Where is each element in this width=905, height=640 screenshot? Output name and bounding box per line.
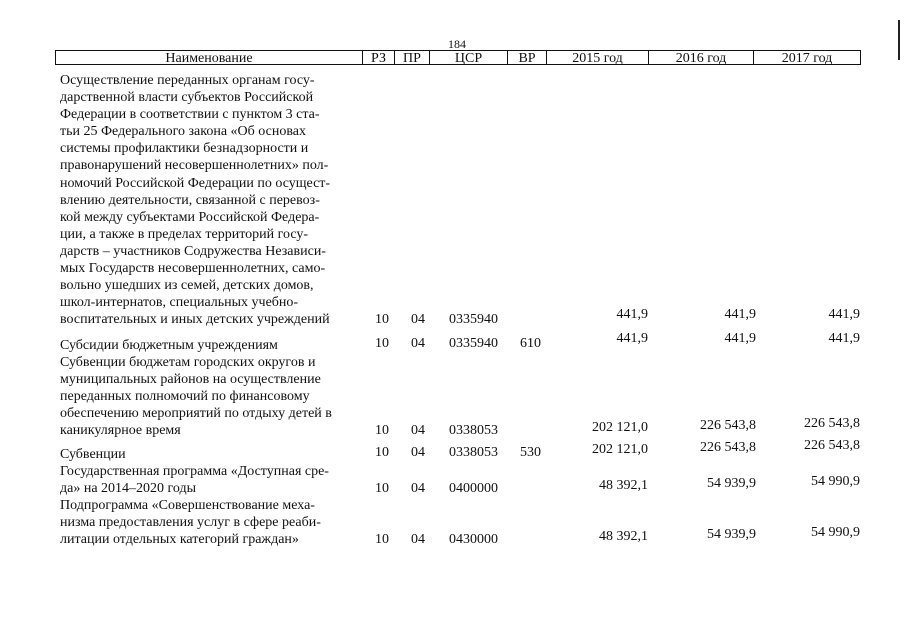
name-line: дарств – участников Содружества Независи- (60, 243, 326, 259)
cell-2016: 54 939,9 (707, 476, 756, 491)
cell-2016: 54 939,9 (707, 527, 756, 542)
row-name (60, 446, 362, 463)
cell-rz: 10 (375, 532, 389, 547)
cell-2015: 441,9 (616, 331, 648, 346)
header-name: Наименование (55, 50, 363, 65)
name-line: системы профилактики безнадзорности и (60, 141, 309, 157)
name-line: кой между субъектами Российской Федера- (60, 209, 320, 225)
cell-pr: 04 (411, 481, 425, 496)
cell-vr: 610 (520, 336, 541, 351)
name-line: Субсидии бюджетным учреждениям (60, 338, 278, 353)
cell-rz: 10 (375, 423, 389, 438)
header-2017: 2017 год (753, 50, 861, 65)
row-name (60, 354, 362, 439)
row-name (60, 463, 362, 497)
cell-2015: 441,9 (616, 307, 648, 322)
name-line: воспитательных и иных детских учреждений (60, 312, 330, 328)
cell-2017: 441,9 (828, 307, 860, 322)
cell-pr: 04 (411, 423, 425, 438)
cell-2015: 48 392,1 (599, 478, 648, 493)
header-csr: ЦСР (429, 50, 508, 65)
name-line: да» на 2014–2020 годы (60, 481, 197, 497)
margin-mark (898, 20, 900, 60)
name-line: дарственной власти субъектов Российской (60, 90, 314, 106)
header-vr: ВР (507, 50, 547, 65)
row-name (60, 337, 362, 354)
cell-csr: 0338053 (449, 423, 498, 438)
cell-2015: 48 392,1 (599, 529, 648, 544)
name-line: влению деятельности, связанной с перевоз- (60, 192, 320, 208)
name-line: муниципальных районов на осуществление (60, 372, 321, 388)
name-line: литации отдельных категорий граждан» (60, 532, 299, 548)
header-2015: 2015 год (546, 50, 649, 65)
row-name (60, 497, 362, 548)
name-line: номочий Российской Федерации по осущест- (60, 175, 331, 191)
cell-rz: 10 (375, 445, 389, 460)
cell-2016: 441,9 (724, 331, 756, 346)
header-2016: 2016 год (648, 50, 754, 65)
cell-rz: 10 (375, 336, 389, 351)
cell-2016: 441,9 (724, 307, 756, 322)
cell-2015: 202 121,0 (592, 420, 648, 435)
cell-pr: 04 (411, 532, 425, 547)
cell-rz: 10 (375, 312, 389, 327)
header-pr: ПР (394, 50, 430, 65)
page-number: 184 (448, 37, 466, 51)
name-line: Подпрограмма «Совершенствование меха- (60, 498, 315, 513)
cell-2017: 441,9 (828, 331, 860, 346)
cell-2017: 226 543,8 (804, 416, 860, 431)
name-line: тьи 25 Федерального закона «Об основах (60, 124, 306, 140)
name-line: Субвенции бюджетам городских округов и (60, 355, 316, 370)
name-line: Субвенции (60, 447, 126, 462)
name-line: школ-интернатов, специальных учебно- (60, 295, 299, 311)
cell-rz: 10 (375, 481, 389, 496)
cell-pr: 04 (411, 336, 425, 351)
cell-2017: 226 543,8 (804, 438, 860, 453)
cell-csr: 0338053 (449, 445, 498, 460)
name-line: низма предоставления услуг в сфере реаби- (60, 515, 321, 531)
name-line: правонарушений несовершеннолетних» пол- (60, 158, 329, 174)
cell-2015: 202 121,0 (592, 442, 648, 457)
cell-csr: 0400000 (449, 481, 498, 496)
cell-2016: 226 543,8 (700, 418, 756, 433)
name-line: переданных полномочий по финансовому (60, 389, 310, 405)
cell-vr: 530 (520, 445, 541, 460)
name-line: Федерации в соответствии с пунктом 3 ста- (60, 107, 320, 123)
name-line: Государственная программа «Доступная сре- (60, 464, 329, 479)
cell-2017: 54 990,9 (811, 525, 860, 540)
name-line: вольно ушедших из семей, детских домов, (60, 278, 314, 294)
cell-pr: 04 (411, 312, 425, 327)
cell-2016: 226 543,8 (700, 440, 756, 455)
cell-pr: 04 (411, 445, 425, 460)
cell-csr: 0335940 (449, 312, 498, 327)
name-line: обеспечению мероприятий по отдыху детей в (60, 406, 332, 422)
row-name (60, 72, 362, 328)
cell-csr: 0335940 (449, 336, 498, 351)
name-line: ции, а также в пределах территорий госу- (60, 226, 309, 242)
name-line: Осуществление переданных органам госу- (60, 73, 315, 88)
name-line: каникулярное время (60, 423, 181, 439)
cell-csr: 0430000 (449, 532, 498, 547)
cell-2017: 54 990,9 (811, 474, 860, 489)
name-line: мых Государств несовершеннолетних, само- (60, 261, 326, 277)
header-rz: РЗ (362, 50, 395, 65)
